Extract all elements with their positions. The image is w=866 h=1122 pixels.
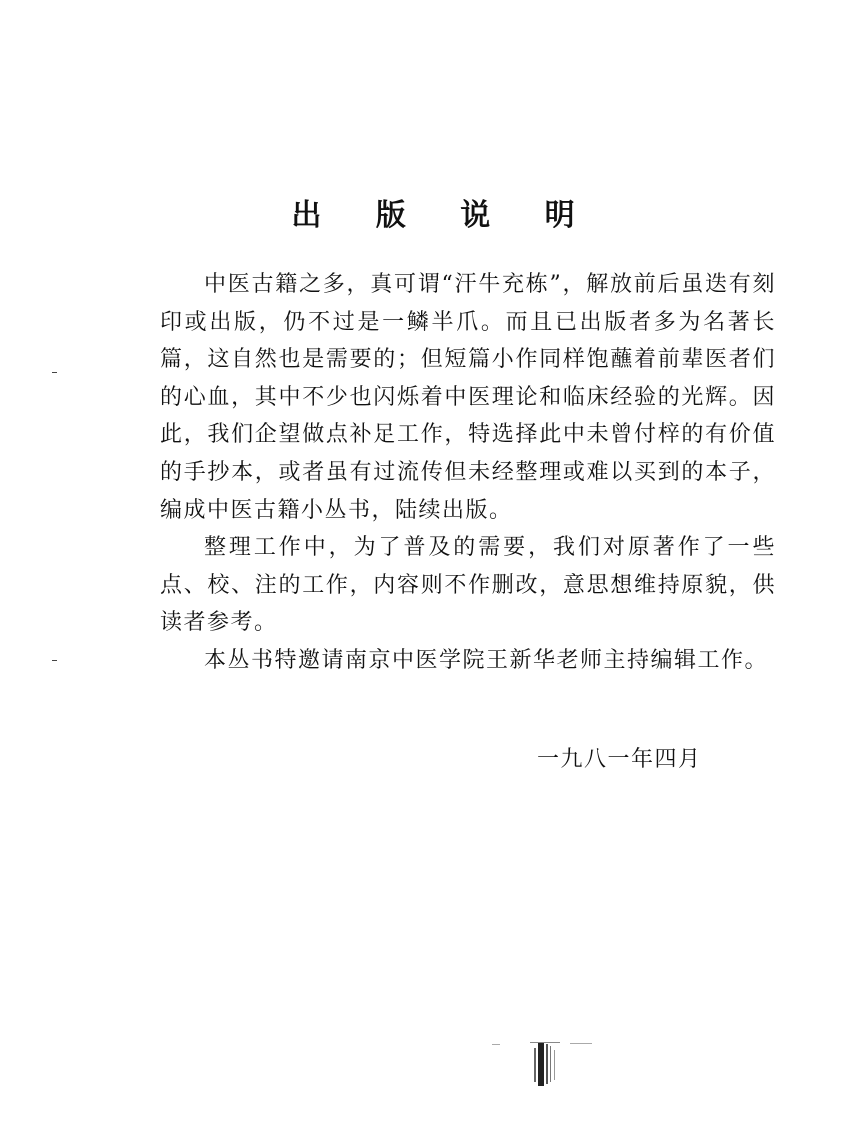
scan-artifact [490,1040,600,1090]
paragraph-2: 整理工作中，为了普及的需要，我们对原著作了一些点、校、注的工作，内容则不作删改，意思想维持原貌，供读者参考。 [160,535,776,636]
body-text [160,266,776,680]
paragraph-3: 本丛书特邀请南京中医学院王新华老师主持编辑工作。 [204,647,769,673]
publication-date: 一九八一年四月 [537,747,702,772]
margin-mark [52,660,57,661]
paragraph-1: 中医古籍之多，真可谓“汗牛充栋”，解放前后虽迭有刻印或出版，仍不过是一鳞半爪。而且已出版者多为名著长篇，这自然也是需要的；但短篇小作同样饱蘸着前辈医者们的心血，其中不少也闪烁着中医理论和临床经验的光辉。因此，我们企望做点补足工作，特选择此中未曾付梓的有价值的手抄本，或者虽有过流传但未经整理或难以买到的本子，编成中医古籍小丛书，陆续出版。 [160,272,776,523]
page-title: 出 版 说 明 [291,198,597,233]
margin-mark [52,372,57,373]
